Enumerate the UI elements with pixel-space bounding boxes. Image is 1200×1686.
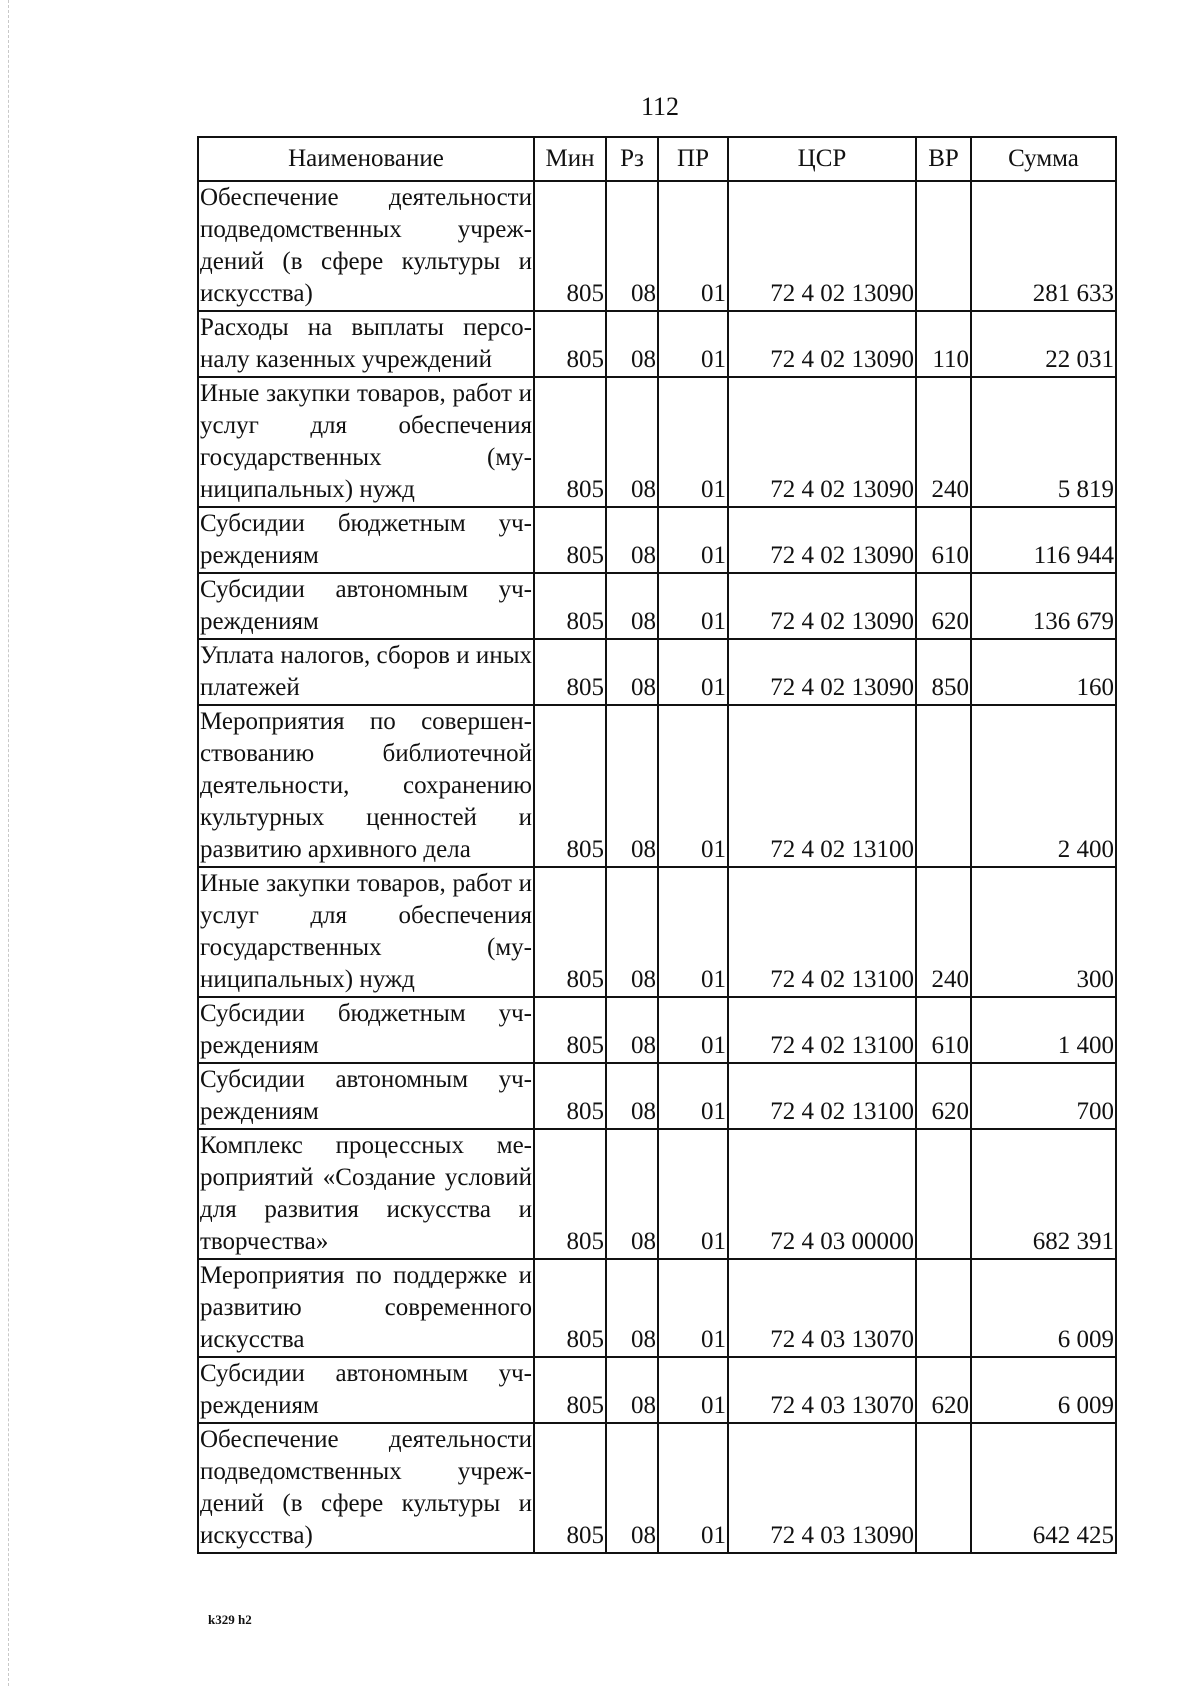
cell-rz: 08 <box>606 311 658 377</box>
cell-sum: 6 009 <box>971 1259 1116 1357</box>
cell-csr: 72 4 02 13090 <box>728 573 916 639</box>
cell-rz: 08 <box>606 181 658 311</box>
table-row <box>198 377 1116 507</box>
cell-rz: 08 <box>606 377 658 507</box>
cell-csr: 72 4 02 13100 <box>728 1063 916 1129</box>
cell-csr: 72 4 02 13100 <box>728 705 916 867</box>
cell-rz: 08 <box>606 1129 658 1259</box>
cell-vr: 620 <box>916 1063 971 1129</box>
cell-name: Субсидии бюджетным учреждениям <box>198 997 534 1063</box>
header-pr: ПР <box>658 137 728 181</box>
header-vr: ВР <box>916 137 971 181</box>
cell-pr: 01 <box>658 997 728 1063</box>
cell-csr: 72 4 02 13090 <box>728 639 916 705</box>
cell-sum: 642 425 <box>971 1423 1116 1553</box>
cell-pr: 01 <box>658 181 728 311</box>
cell-csr: 72 4 02 13090 <box>728 311 916 377</box>
cell-min: 805 <box>534 997 606 1063</box>
cell-min: 805 <box>534 181 606 311</box>
cell-name: Мероприятия по совершенствованию библиотечной деятельности, сохранению культурных ценностей и развитию архивного дела <box>198 705 534 867</box>
header-rz: Рз <box>606 137 658 181</box>
cell-sum: 682 391 <box>971 1129 1116 1259</box>
cell-pr: 01 <box>658 1063 728 1129</box>
cell-rz: 08 <box>606 867 658 997</box>
table-row <box>198 997 1116 1063</box>
cell-pr: 01 <box>658 639 728 705</box>
table-row <box>198 1129 1116 1259</box>
cell-rz: 08 <box>606 507 658 573</box>
cell-name: Расходы на выплаты персоналу казенных учреждений <box>198 311 534 377</box>
cell-sum: 5 819 <box>971 377 1116 507</box>
cell-pr: 01 <box>658 1423 728 1553</box>
cell-pr: 01 <box>658 705 728 867</box>
footer-code: k329 h2 <box>208 1612 252 1627</box>
cell-vr <box>916 181 971 311</box>
cell-vr: 240 <box>916 377 971 507</box>
cell-min: 805 <box>534 311 606 377</box>
cell-rz: 08 <box>606 705 658 867</box>
header-min: Мин <box>534 137 606 181</box>
cell-name: Субсидии бюджетным учреждениям <box>198 507 534 573</box>
header-csr: ЦСР <box>728 137 916 181</box>
cell-sum: 281 633 <box>971 181 1116 311</box>
table-row <box>198 311 1116 377</box>
cell-vr: 620 <box>916 1357 971 1423</box>
cell-rz: 08 <box>606 1259 658 1357</box>
table-row <box>198 1423 1116 1553</box>
cell-csr: 72 4 02 13100 <box>728 997 916 1063</box>
cell-pr: 01 <box>658 377 728 507</box>
cell-min: 805 <box>534 377 606 507</box>
cell-sum: 116 944 <box>971 507 1116 573</box>
cell-pr: 01 <box>658 1259 728 1357</box>
budget-table <box>197 136 1117 1554</box>
cell-sum: 300 <box>971 867 1116 997</box>
table-header-row <box>198 137 1116 181</box>
table-body <box>198 181 1116 1553</box>
cell-vr: 610 <box>916 997 971 1063</box>
cell-vr: 850 <box>916 639 971 705</box>
cell-rz: 08 <box>606 1423 658 1553</box>
cell-min: 805 <box>534 1129 606 1259</box>
cell-min: 805 <box>534 1063 606 1129</box>
cell-csr: 72 4 03 00000 <box>728 1129 916 1259</box>
cell-min: 805 <box>534 705 606 867</box>
header-name: Наименование <box>198 137 534 181</box>
cell-name: Обеспечение деятельности подведомственных учреждений (в сфере культуры и искусства) <box>198 1423 534 1553</box>
cell-pr: 01 <box>658 867 728 997</box>
cell-csr: 72 4 02 13100 <box>728 867 916 997</box>
table-row <box>198 1357 1116 1423</box>
cell-vr: 240 <box>916 867 971 997</box>
table-row <box>198 507 1116 573</box>
page-number: 112 <box>640 92 680 121</box>
cell-csr: 72 4 03 13090 <box>728 1423 916 1553</box>
cell-vr <box>916 1259 971 1357</box>
cell-min: 805 <box>534 1423 606 1553</box>
cell-name: Иные закупки товаров, работ и услуг для обеспечения государственных (муниципальных) нужд <box>198 867 534 997</box>
cell-sum: 22 031 <box>971 311 1116 377</box>
cell-csr: 72 4 02 13090 <box>728 181 916 311</box>
cell-rz: 08 <box>606 1063 658 1129</box>
table-row <box>198 1063 1116 1129</box>
cell-vr: 610 <box>916 507 971 573</box>
table-row <box>198 573 1116 639</box>
cell-rz: 08 <box>606 1357 658 1423</box>
cell-csr: 72 4 02 13090 <box>728 377 916 507</box>
scan-edge-line <box>8 0 9 1686</box>
cell-csr: 72 4 03 13070 <box>728 1259 916 1357</box>
cell-name: Обеспечение деятельности подведомственных учреждений (в сфере культуры и искусства) <box>198 181 534 311</box>
cell-min: 805 <box>534 867 606 997</box>
cell-name: Мероприятия по поддержке и развитию современного искусства <box>198 1259 534 1357</box>
cell-name: Иные закупки товаров, работ и услуг для обеспечения государственных (муниципальных) нужд <box>198 377 534 507</box>
cell-sum: 2 400 <box>971 705 1116 867</box>
cell-csr: 72 4 03 13070 <box>728 1357 916 1423</box>
cell-min: 805 <box>534 573 606 639</box>
cell-min: 805 <box>534 1357 606 1423</box>
cell-vr <box>916 1129 971 1259</box>
cell-sum: 160 <box>971 639 1116 705</box>
table-row <box>198 1259 1116 1357</box>
cell-min: 805 <box>534 1259 606 1357</box>
cell-min: 805 <box>534 639 606 705</box>
cell-pr: 01 <box>658 311 728 377</box>
table-row <box>198 181 1116 311</box>
cell-vr: 110 <box>916 311 971 377</box>
cell-min: 805 <box>534 507 606 573</box>
cell-name: Комплекс процессных мероприятий «Создание условий для развития искусства и творчества» <box>198 1129 534 1259</box>
cell-csr: 72 4 02 13090 <box>728 507 916 573</box>
table-row <box>198 639 1116 705</box>
cell-sum: 136 679 <box>971 573 1116 639</box>
table-row <box>198 705 1116 867</box>
cell-name: Субсидии автономным учреждениям <box>198 1063 534 1129</box>
cell-vr <box>916 705 971 867</box>
cell-sum: 6 009 <box>971 1357 1116 1423</box>
cell-rz: 08 <box>606 639 658 705</box>
cell-vr: 620 <box>916 573 971 639</box>
header-sum: Сумма <box>971 137 1116 181</box>
cell-sum: 1 400 <box>971 997 1116 1063</box>
cell-rz: 08 <box>606 573 658 639</box>
cell-pr: 01 <box>658 507 728 573</box>
cell-rz: 08 <box>606 997 658 1063</box>
cell-name: Уплата налогов, сборов и иных платежей <box>198 639 534 705</box>
cell-pr: 01 <box>658 573 728 639</box>
cell-vr <box>916 1423 971 1553</box>
cell-pr: 01 <box>658 1129 728 1259</box>
cell-sum: 700 <box>971 1063 1116 1129</box>
table-row <box>198 867 1116 997</box>
cell-pr: 01 <box>658 1357 728 1423</box>
cell-name: Субсидии автономным учреждениям <box>198 573 534 639</box>
cell-name: Субсидии автономным учреждениям <box>198 1357 534 1423</box>
